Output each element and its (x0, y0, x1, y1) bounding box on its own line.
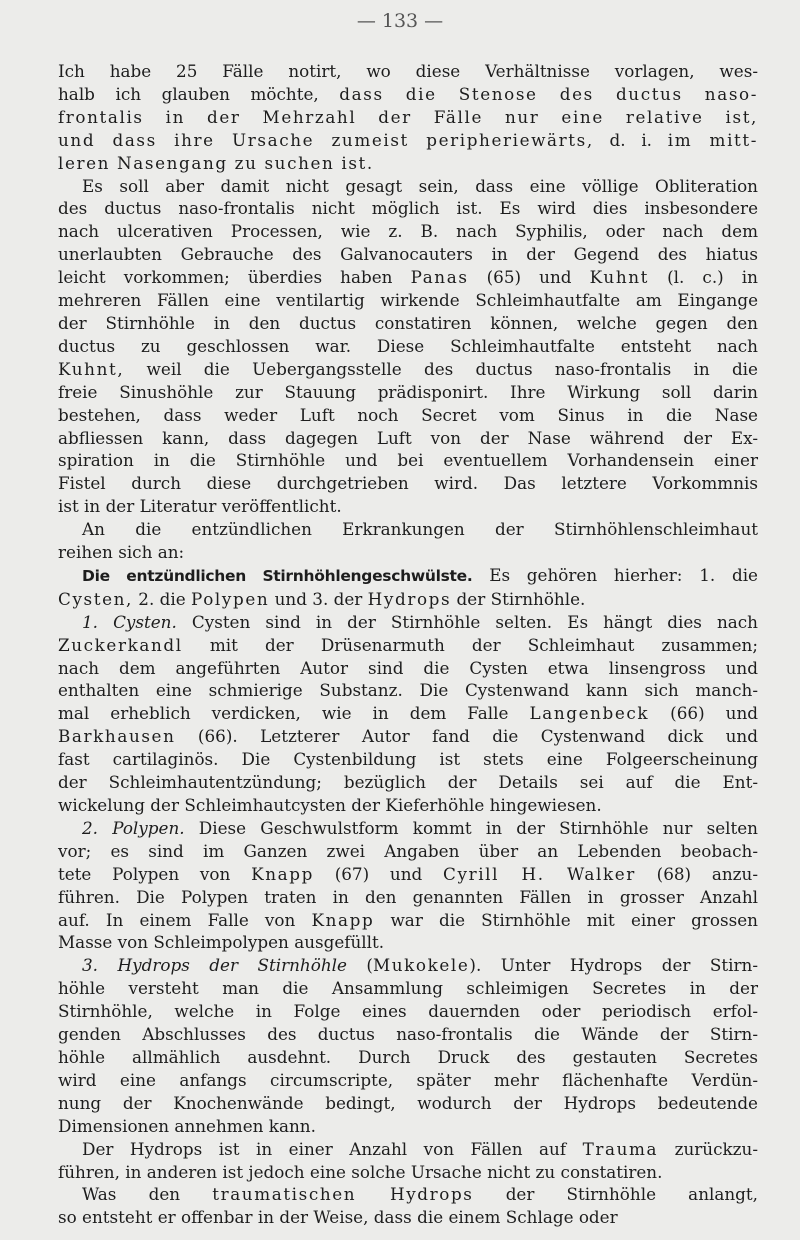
text-segment: Cysten sind in der Stirnhöhle selten. Es hängt dies nach (176, 611, 758, 632)
text-segment: d. i. (593, 129, 668, 150)
text-segment: unerlaubten Gebrauche des Galvanocauters in der Gegend des hiatus (58, 244, 758, 265)
text-segment: leicht vorkommen; überdies haben (58, 267, 411, 288)
text-line (58, 886, 758, 909)
text-segment: vor; es sind im Ganzen zwei Angaben über an Lebenden beobach- (58, 840, 758, 861)
text-line (58, 1023, 758, 1046)
text-segment: frontalis in der Mehrzahl der Fälle nur eine relative ist, (58, 106, 758, 127)
text-segment: Es soll aber damit nicht gesagt sein, dass eine völlige Obliteration (82, 175, 758, 196)
text-line (58, 954, 758, 977)
text-line (58, 564, 758, 588)
text-line (58, 129, 758, 152)
text-line (58, 518, 758, 541)
text-line (58, 152, 758, 175)
text-line (58, 1138, 758, 1161)
text-segment: freie Sinushöhle zur Stauung prädisponirt. Ihre Wirkung soll darin (58, 381, 758, 402)
text-line (58, 1000, 758, 1023)
text-segment: wickelung der Schleimhautcysten der Kieferhöhle hingewiesen. (58, 795, 602, 815)
text-segment: spiration in die Stirnhöhle und bei eventuellem Vorhandensein einer (58, 450, 758, 471)
text-segment: Hydrops (367, 588, 452, 609)
text-segment: Barkhausen (58, 726, 176, 747)
text-line (58, 840, 758, 863)
text-line (58, 312, 758, 335)
text-segment: reihen sich an: (58, 542, 185, 563)
text-segment: Es gehören hierher: 1. die (472, 564, 758, 585)
text-segment: ). Unter Hydrops der Stirn- (469, 955, 758, 976)
text-segment: ductus zu geschlossen war. Diese Schleimhautfalte entsteht nach (58, 335, 758, 356)
text-line (58, 1092, 758, 1115)
text-segment: nach ulcerativen Processen, wie z. B. nach Syphilis, oder nach dem (58, 221, 758, 242)
text-line (58, 197, 758, 220)
text-segment: abfliessen kann, dass dagegen Luft von der Nase während der Ex- (58, 427, 758, 448)
text-segment: 2. Polypen. (82, 817, 185, 838)
text-segment: zurückzu- (658, 1138, 758, 1159)
text-line (58, 588, 758, 611)
text-segment: nung der Knochenwände bedingt, wodurch der Hydrops bedeutende (58, 1092, 758, 1113)
text-segment: der Stirnhöhle. (451, 588, 586, 609)
text-segment: Kuhnt (589, 267, 649, 288)
text-segment: des ductus naso-frontalis nicht möglich ist. Es wird dies insbesondere (58, 198, 758, 219)
text-line (58, 358, 758, 381)
text-segment: der Stirnhöhle anlangt, (473, 1184, 758, 1205)
text-line (58, 1069, 758, 1092)
text-segment: mal erheblich verdicken, wie in dem Falle (58, 703, 530, 724)
text-segment: enthalten eine schmierige Substanz. Die Cystenwand kann sich manch- (58, 680, 758, 701)
text-segment: 3. Hydrops der Stirnhöhle (82, 955, 347, 976)
text-segment: Polypen (191, 588, 270, 609)
text-line (58, 220, 758, 243)
text-line (58, 931, 758, 954)
text-line (58, 679, 758, 702)
text-segment: Zuckerkandl (58, 634, 183, 655)
text-segment: Diese Geschwulstform kommt in der Stirnhöhle nur selten (184, 817, 758, 838)
text-line (58, 909, 758, 932)
text-line (58, 289, 758, 312)
text-segment: An die entzündlichen Erkrankungen der Stirnhöhlenschleimhaut (82, 519, 758, 540)
text-segment: Cyrill H. Walker (443, 863, 636, 884)
text-segment: traumatischen Hydrops (212, 1184, 474, 1205)
text-segment: war die Stirnhöhle mit einer grossen (374, 909, 758, 930)
text-line (58, 977, 758, 1000)
text-segment: weil die Uebergangsstelle des ductus naso-frontalis in die (124, 358, 758, 379)
text-segment: Ich habe 25 Fälle notirt, wo diese Verhältnisse vorlagen, wes- (58, 61, 758, 81)
text-line (58, 817, 758, 840)
text-segment: genden Abschlusses des ductus naso-frontalis die Wände der Stirn- (58, 1024, 758, 1045)
text-line (58, 771, 758, 794)
text-segment: 1. Cysten. (82, 611, 177, 632)
text-line (58, 748, 758, 771)
text-segment: ( (346, 955, 373, 976)
text-line (58, 381, 758, 404)
text-segment: mehreren Fällen eine ventilartig wirkende Schleimhautfalte am Eingange (58, 290, 758, 311)
text-segment: (68) anzu- (635, 863, 759, 884)
text-line (58, 611, 758, 634)
text-segment: und 3. der (269, 588, 368, 609)
text-segment: höhle allmählich ausdehnt. Durch Druck des gestauten Secretes (58, 1046, 758, 1067)
text-segment: dass die Stenose des ductus naso- (339, 83, 758, 104)
text-line (58, 1115, 758, 1138)
text-segment: Trauma (582, 1138, 659, 1159)
text-segment: auf. In einem Falle von (58, 909, 312, 930)
text-segment: fast cartilaginös. Die Cystenbildung ist stets eine Folgeerscheinung (58, 749, 758, 770)
text-segment: (67) und (313, 863, 444, 884)
text-segment: führen. Die Polypen traten in den genannten Fällen in grosser Anzahl (58, 886, 758, 907)
text-segment: im mitt- (667, 129, 758, 150)
text-line (58, 106, 758, 129)
text-line (58, 83, 758, 106)
text-line (58, 1161, 758, 1184)
text-line (58, 243, 758, 266)
text-segment: halb ich glauben möchte, (58, 83, 340, 104)
text-segment: Mukokele (372, 955, 470, 976)
text-segment: Dimensionen annehmen kann. (58, 1115, 316, 1136)
text-line (58, 266, 758, 289)
text-segment: der Stirnhöhle in den ductus constatiren können, welche gegen den (58, 312, 758, 333)
text-segment: tete Polypen von (58, 863, 252, 884)
text-segment: bestehen, dass weder Luft noch Secret vom Sinus in die Nase (58, 404, 758, 425)
text-segment: Was den (82, 1184, 213, 1205)
text-segment: nach dem angeführten Autor sind die Cysten etwa linsengross und (58, 657, 758, 678)
text-segment: höhle versteht man die Ansammlung schleimigen Secretes in der (58, 978, 758, 999)
page-number: — 133 — (356, 10, 444, 32)
text-segment: Knapp (311, 909, 375, 930)
text-line (58, 863, 758, 886)
text-segment: ist in der Literatur veröffentlicht. (58, 496, 342, 517)
text-segment: Cysten, (58, 588, 133, 609)
text-line (58, 1206, 758, 1229)
text-segment: Knapp (251, 863, 314, 884)
text-segment: (66). Letzterer Autor fand die Cystenwand dick und (175, 726, 758, 747)
text-line (58, 175, 758, 198)
text-line (58, 634, 758, 657)
text-segment: 2. die (132, 588, 192, 609)
text-segment: Die entzündlichen Stirnhöhlengeschwülste. (82, 566, 473, 585)
text-segment: führen, in anderen ist jedoch eine solche Ursache nicht zu constatiren. (58, 1161, 663, 1182)
text-segment: (l. c.) in (648, 267, 758, 288)
body-text (58, 60, 758, 1229)
text-segment: und dass ihre Ursache zumeist peripheriewärts, (58, 129, 594, 150)
text-segment: (65) und (468, 267, 590, 288)
text-segment: Masse von Schleimpolypen ausgefüllt. (58, 932, 385, 953)
text-line (58, 449, 758, 472)
text-line (58, 702, 758, 725)
text-line (58, 335, 758, 358)
text-segment: Panas (410, 267, 469, 288)
text-segment: so entsteht er offenbar in der Weise, dass die einem Schlage oder (58, 1207, 618, 1228)
text-line (58, 495, 758, 518)
text-segment: Langenbeck (529, 703, 650, 724)
text-line (58, 60, 758, 83)
text-segment: Stirnhöhle, welche in Folge eines dauernden oder periodisch erfol- (58, 1001, 758, 1022)
text-line (58, 794, 758, 817)
text-line (58, 404, 758, 427)
text-segment: Der Hydrops ist in einer Anzahl von Fällen auf (82, 1138, 583, 1159)
text-segment: leren Nasengang zu suchen ist. (58, 152, 374, 173)
text-line (58, 657, 758, 680)
text-line (58, 427, 758, 450)
text-segment: mit der Drüsenarmuth der Schleimhaut zusammen; (182, 634, 758, 655)
text-line (58, 541, 758, 564)
text-segment: Fistel durch diese durchgetrieben wird. Das letztere Vorkommnis (58, 473, 758, 494)
text-segment: der Schleimhautentzündung; bezüglich der Details sei auf die Ent- (58, 772, 758, 793)
text-segment: (66) und (649, 703, 758, 724)
text-line (58, 472, 758, 495)
text-segment: wird eine anfangs circumscripte, später mehr flächenhafte Verdün- (58, 1069, 758, 1090)
text-line (58, 1046, 758, 1069)
text-line (58, 1183, 758, 1206)
text-line (58, 725, 758, 748)
text-segment: Kuhnt, (58, 358, 125, 379)
